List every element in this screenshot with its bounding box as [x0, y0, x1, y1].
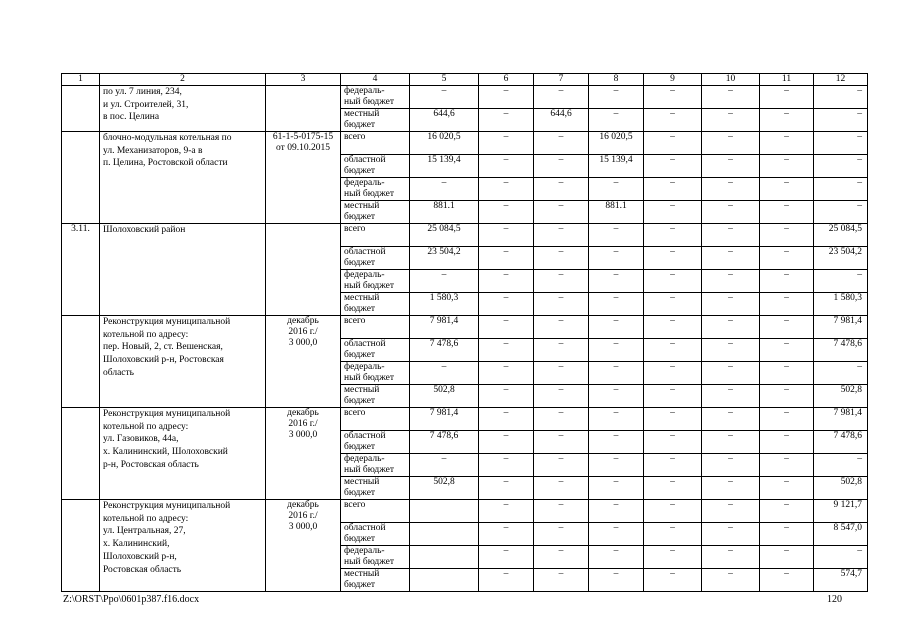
- amount-cell: 502,8: [814, 477, 868, 500]
- amount-cell: –: [479, 408, 534, 431]
- amount-cell: –: [589, 500, 644, 523]
- project-info-cell: 61-1-5-0175-15 от 09.10.2015: [266, 132, 341, 224]
- funding-source-cell: местный бюджет: [341, 477, 410, 500]
- footer-file-path: Z:\ORST\Ppo\0601p387.f16.docx: [63, 594, 200, 605]
- table-row: [62, 86, 868, 109]
- amount-cell: –: [589, 362, 644, 385]
- funding-source-cell: местный бюджет: [341, 569, 410, 592]
- amount-cell: –: [644, 178, 702, 201]
- amount-cell: 16 020,5: [410, 132, 479, 155]
- project-info-cell: [266, 224, 341, 316]
- funding-source-cell: областной бюджет: [341, 523, 410, 546]
- funding-source-cell: всего: [341, 500, 410, 523]
- amount-cell: [410, 523, 479, 546]
- amount-cell: –: [479, 132, 534, 155]
- amount-cell: –: [760, 155, 814, 178]
- amount-cell: –: [644, 569, 702, 592]
- amount-cell: –: [479, 546, 534, 569]
- amount-cell: 7 478,6: [814, 431, 868, 454]
- amount-cell: –: [760, 270, 814, 293]
- amount-cell: –: [760, 477, 814, 500]
- amount-cell: –: [410, 362, 479, 385]
- amount-cell: –: [814, 362, 868, 385]
- amount-cell: –: [534, 86, 589, 109]
- column-number-header: 2: [100, 74, 266, 86]
- amount-cell: 7 981,4: [410, 408, 479, 431]
- item-number-cell: [62, 132, 100, 224]
- amount-cell: –: [534, 132, 589, 155]
- amount-cell: –: [702, 408, 760, 431]
- funding-source-cell: федераль- ный бюджет: [341, 178, 410, 201]
- amount-cell: –: [479, 293, 534, 316]
- amount-cell: –: [410, 270, 479, 293]
- funding-source-cell: областной бюджет: [341, 339, 410, 362]
- amount-cell: –: [644, 247, 702, 270]
- amount-cell: –: [479, 109, 534, 132]
- column-number-header: 1: [62, 74, 100, 86]
- amount-cell: –: [589, 477, 644, 500]
- amount-cell: [410, 500, 479, 523]
- amount-cell: –: [589, 293, 644, 316]
- amount-cell: –: [760, 569, 814, 592]
- amount-cell: –: [479, 339, 534, 362]
- amount-cell: –: [814, 270, 868, 293]
- amount-cell: –: [479, 247, 534, 270]
- object-name-cell: Реконструкция муниципальной котельной по адресу: ул. Газовиков, 44а, х. Калининский, Шолоховский р-н, Ростовская область: [100, 408, 266, 500]
- table-row: [62, 132, 868, 155]
- amount-cell: –: [589, 546, 644, 569]
- amount-cell: –: [702, 224, 760, 247]
- amount-cell: –: [534, 523, 589, 546]
- amount-cell: –: [589, 454, 644, 477]
- amount-cell: –: [644, 132, 702, 155]
- budget-table: [61, 73, 868, 592]
- amount-cell: –: [479, 454, 534, 477]
- amount-cell: –: [702, 546, 760, 569]
- amount-cell: –: [589, 86, 644, 109]
- amount-cell: –: [644, 155, 702, 178]
- amount-cell: –: [702, 523, 760, 546]
- amount-cell: –: [760, 247, 814, 270]
- funding-source-cell: федераль- ный бюджет: [341, 270, 410, 293]
- amount-cell: –: [760, 454, 814, 477]
- amount-cell: –: [814, 178, 868, 201]
- amount-cell: –: [760, 224, 814, 247]
- amount-cell: –: [479, 201, 534, 224]
- table-row: [62, 408, 868, 431]
- amount-cell: –: [814, 132, 868, 155]
- amount-cell: –: [589, 109, 644, 132]
- amount-cell: –: [644, 293, 702, 316]
- amount-cell: –: [760, 546, 814, 569]
- footer-page-number: 120: [827, 594, 842, 605]
- amount-cell: –: [760, 86, 814, 109]
- amount-cell: 15 139,4: [410, 155, 479, 178]
- amount-cell: –: [534, 178, 589, 201]
- funding-source-cell: федераль- ный бюджет: [341, 362, 410, 385]
- amount-cell: 23 504,2: [410, 247, 479, 270]
- amount-cell: –: [702, 86, 760, 109]
- funding-source-cell: всего: [341, 408, 410, 431]
- amount-cell: –: [702, 109, 760, 132]
- amount-cell: –: [479, 569, 534, 592]
- amount-cell: –: [644, 431, 702, 454]
- amount-cell: –: [644, 546, 702, 569]
- amount-cell: –: [702, 362, 760, 385]
- amount-cell: –: [479, 178, 534, 201]
- amount-cell: –: [814, 86, 868, 109]
- table-row: [62, 500, 868, 523]
- amount-cell: –: [589, 339, 644, 362]
- amount-cell: –: [479, 316, 534, 339]
- amount-cell: –: [644, 385, 702, 408]
- amount-cell: 1 580,3: [814, 293, 868, 316]
- amount-cell: 25 084,5: [410, 224, 479, 247]
- amount-cell: –: [479, 385, 534, 408]
- object-name-cell: по ул. 7 линия, 234, и ул. Строителей, 31, в пос. Целина: [100, 86, 266, 132]
- funding-source-cell: местный бюджет: [341, 201, 410, 224]
- amount-cell: –: [760, 109, 814, 132]
- amount-cell: –: [760, 362, 814, 385]
- amount-cell: –: [589, 178, 644, 201]
- amount-cell: –: [534, 155, 589, 178]
- amount-cell: –: [760, 408, 814, 431]
- funding-source-cell: местный бюджет: [341, 385, 410, 408]
- amount-cell: –: [534, 385, 589, 408]
- column-number-header: 12: [814, 74, 868, 86]
- column-number-header: 6: [479, 74, 534, 86]
- amount-cell: –: [479, 500, 534, 523]
- amount-cell: –: [702, 178, 760, 201]
- amount-cell: –: [410, 178, 479, 201]
- amount-cell: –: [814, 201, 868, 224]
- amount-cell: –: [589, 224, 644, 247]
- amount-cell: 7 981,4: [410, 316, 479, 339]
- amount-cell: 502,8: [410, 385, 479, 408]
- amount-cell: –: [702, 339, 760, 362]
- amount-cell: –: [760, 132, 814, 155]
- amount-cell: –: [479, 155, 534, 178]
- amount-cell: –: [479, 224, 534, 247]
- amount-cell: [410, 546, 479, 569]
- amount-cell: –: [760, 500, 814, 523]
- amount-cell: –: [644, 339, 702, 362]
- column-number-header: 11: [760, 74, 814, 86]
- amount-cell: –: [644, 316, 702, 339]
- amount-cell: 16 020,5: [589, 132, 644, 155]
- amount-cell: –: [644, 224, 702, 247]
- amount-cell: –: [644, 201, 702, 224]
- amount-cell: 1 580,3: [410, 293, 479, 316]
- item-number-cell: [62, 316, 100, 408]
- amount-cell: –: [702, 293, 760, 316]
- funding-source-cell: всего: [341, 316, 410, 339]
- funding-source-cell: местный бюджет: [341, 109, 410, 132]
- amount-cell: –: [534, 454, 589, 477]
- amount-cell: 502,8: [814, 385, 868, 408]
- amount-cell: –: [410, 86, 479, 109]
- table-row: [62, 316, 868, 339]
- amount-cell: –: [534, 546, 589, 569]
- funding-source-cell: местный бюджет: [341, 293, 410, 316]
- amount-cell: –: [479, 362, 534, 385]
- object-name-cell: Реконструкция муниципальной котельной по адресу: ул. Центральная, 27, х. Калининский, Шолоховский р-н, Ростовская область: [100, 500, 266, 592]
- amount-cell: –: [702, 155, 760, 178]
- amount-cell: –: [702, 132, 760, 155]
- amount-cell: –: [534, 270, 589, 293]
- column-number-header: 3: [266, 74, 341, 86]
- amount-cell: –: [479, 523, 534, 546]
- funding-source-cell: всего: [341, 132, 410, 155]
- amount-cell: –: [534, 431, 589, 454]
- amount-cell: –: [644, 454, 702, 477]
- item-number-cell: [62, 408, 100, 500]
- amount-cell: –: [410, 454, 479, 477]
- item-number-cell: [62, 500, 100, 592]
- funding-source-cell: всего: [341, 224, 410, 247]
- amount-cell: –: [534, 569, 589, 592]
- amount-cell: –: [479, 431, 534, 454]
- amount-cell: –: [589, 523, 644, 546]
- amount-cell: –: [760, 385, 814, 408]
- column-number-header: 9: [644, 74, 702, 86]
- amount-cell: –: [760, 431, 814, 454]
- amount-cell: –: [702, 454, 760, 477]
- amount-cell: –: [589, 408, 644, 431]
- amount-cell: 7 981,4: [814, 316, 868, 339]
- amount-cell: –: [589, 385, 644, 408]
- item-number-cell: [62, 86, 100, 132]
- amount-cell: 25 084,5: [814, 224, 868, 247]
- amount-cell: 23 504,2: [814, 247, 868, 270]
- amount-cell: 644,6: [534, 109, 589, 132]
- amount-cell: –: [702, 247, 760, 270]
- column-number-header: 7: [534, 74, 589, 86]
- funding-source-cell: федераль- ный бюджет: [341, 86, 410, 109]
- object-name-cell: блочно-модульная котельная по ул. Механизаторов, 9-а в п. Целина, Ростовской области: [100, 132, 266, 224]
- amount-cell: –: [479, 477, 534, 500]
- funding-source-cell: федераль- ный бюджет: [341, 454, 410, 477]
- amount-cell: –: [534, 339, 589, 362]
- amount-cell: –: [814, 454, 868, 477]
- object-name-cell: Шолоховский район: [100, 224, 266, 316]
- amount-cell: –: [814, 546, 868, 569]
- column-number-header: 8: [589, 74, 644, 86]
- amount-cell: –: [760, 178, 814, 201]
- amount-cell: –: [589, 569, 644, 592]
- amount-cell: –: [702, 500, 760, 523]
- amount-cell: 8 547,0: [814, 523, 868, 546]
- table-header-row: [62, 74, 868, 86]
- table-row: [62, 224, 868, 247]
- amount-cell: –: [760, 523, 814, 546]
- amount-cell: –: [534, 477, 589, 500]
- amount-cell: –: [644, 500, 702, 523]
- amount-cell: 881.1: [410, 201, 479, 224]
- amount-cell: –: [760, 339, 814, 362]
- amount-cell: –: [534, 316, 589, 339]
- amount-cell: 7 478,6: [410, 339, 479, 362]
- column-number-header: 5: [410, 74, 479, 86]
- amount-cell: –: [702, 316, 760, 339]
- amount-cell: –: [644, 86, 702, 109]
- amount-cell: 7 981,4: [814, 408, 868, 431]
- amount-cell: –: [702, 385, 760, 408]
- amount-cell: –: [644, 408, 702, 431]
- amount-cell: –: [589, 247, 644, 270]
- amount-cell: –: [644, 270, 702, 293]
- object-name-cell: Реконструкция муниципальной котельной по адресу: пер. Новый, 2, ст. Вешенская, Шолоховский р-н, Ростовская область: [100, 316, 266, 408]
- amount-cell: –: [534, 408, 589, 431]
- amount-cell: –: [760, 201, 814, 224]
- amount-cell: –: [534, 362, 589, 385]
- amount-cell: –: [534, 201, 589, 224]
- amount-cell: –: [589, 270, 644, 293]
- amount-cell: –: [702, 477, 760, 500]
- amount-cell: –: [534, 293, 589, 316]
- amount-cell: –: [702, 201, 760, 224]
- amount-cell: 881.1: [589, 201, 644, 224]
- amount-cell: 9 121,7: [814, 500, 868, 523]
- project-info-cell: декабрь 2016 г./ 3 000,0: [266, 408, 341, 500]
- amount-cell: –: [644, 109, 702, 132]
- amount-cell: 502,8: [410, 477, 479, 500]
- amount-cell: –: [534, 224, 589, 247]
- amount-cell: –: [702, 431, 760, 454]
- project-info-cell: декабрь 2016 г./ 3 000,0: [266, 316, 341, 408]
- amount-cell: –: [644, 523, 702, 546]
- column-number-header: 4: [341, 74, 410, 86]
- amount-cell: 15 139,4: [589, 155, 644, 178]
- item-number-cell: 3.11.: [62, 224, 100, 316]
- amount-cell: –: [814, 155, 868, 178]
- project-info-cell: декабрь 2016 г./ 3 000,0: [266, 500, 341, 592]
- amount-cell: –: [702, 569, 760, 592]
- amount-cell: –: [589, 316, 644, 339]
- project-info-cell: [266, 86, 341, 132]
- column-number-header: 10: [702, 74, 760, 86]
- amount-cell: 574,7: [814, 569, 868, 592]
- amount-cell: 7 478,6: [410, 431, 479, 454]
- amount-cell: –: [534, 500, 589, 523]
- amount-cell: –: [479, 270, 534, 293]
- funding-source-cell: областной бюджет: [341, 247, 410, 270]
- amount-cell: [410, 569, 479, 592]
- amount-cell: –: [644, 477, 702, 500]
- amount-cell: 644,6: [410, 109, 479, 132]
- amount-cell: –: [760, 316, 814, 339]
- amount-cell: –: [760, 293, 814, 316]
- amount-cell: –: [479, 86, 534, 109]
- amount-cell: –: [534, 247, 589, 270]
- amount-cell: –: [702, 270, 760, 293]
- funding-source-cell: федераль- ный бюджет: [341, 546, 410, 569]
- funding-source-cell: областной бюджет: [341, 155, 410, 178]
- amount-cell: 7 478,6: [814, 339, 868, 362]
- amount-cell: –: [589, 431, 644, 454]
- amount-cell: –: [644, 362, 702, 385]
- amount-cell: –: [814, 109, 868, 132]
- funding-source-cell: областной бюджет: [341, 431, 410, 454]
